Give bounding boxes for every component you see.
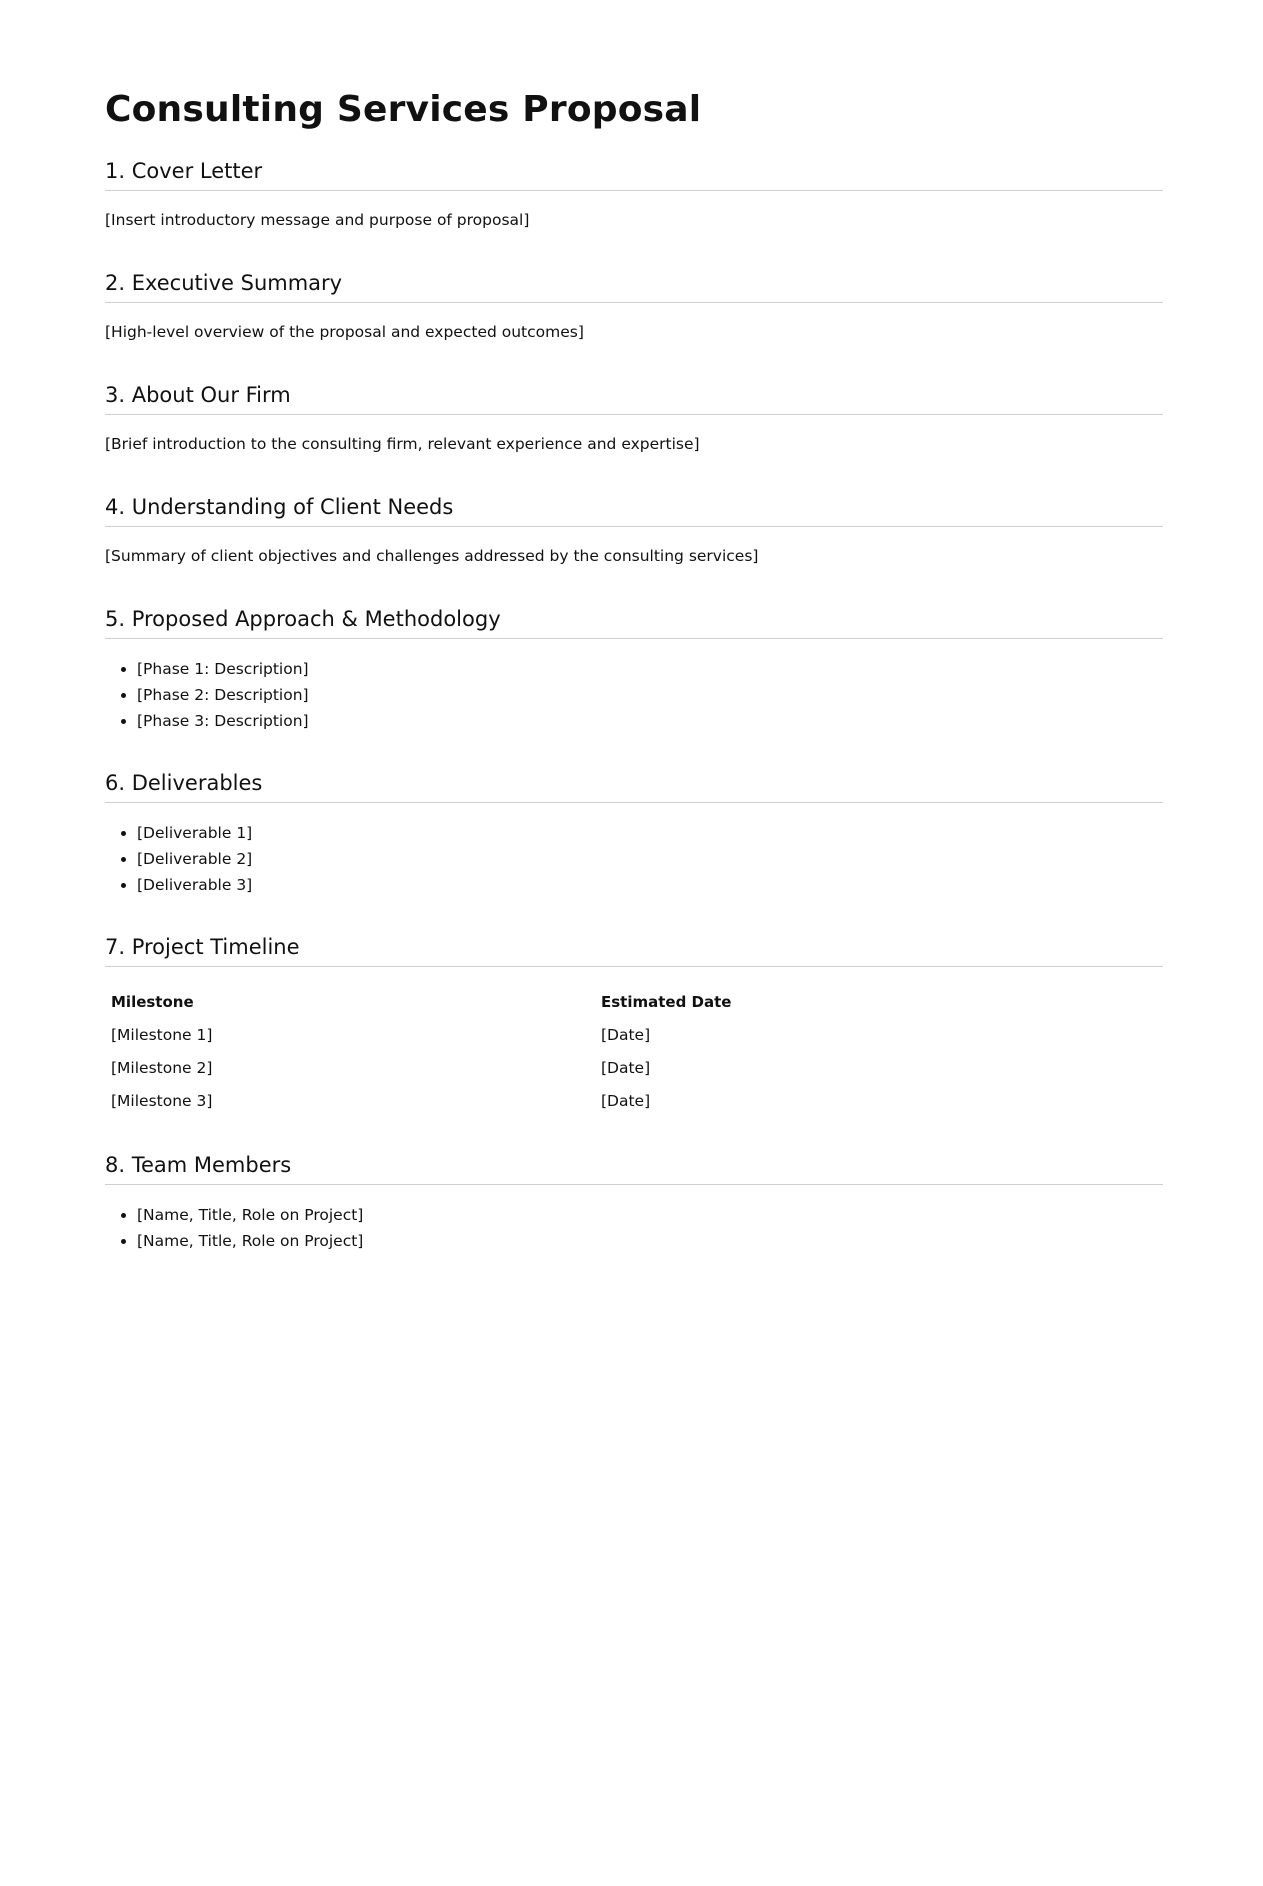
section-text: [Brief introduction to the consulting firm, relevant experience and expertise] [105,435,700,453]
section-executive-summary [105,268,1163,343]
list-item: • [Deliverable 1] [137,820,1163,846]
deliverables-list [105,820,1163,898]
milestone-cell: [Milestone 1] [111,1025,213,1044]
list-item: • [Phase 3: Description] [137,708,1163,734]
approach-list [105,656,1163,734]
proposal-document [105,0,1163,1254]
list-item: • [Name, Title, Role on Project] [137,1202,1163,1228]
section-approach [105,604,1163,734]
section-timeline [105,932,1163,1117]
milestone-cell: [Milestone 3] [111,1091,213,1110]
section-text: [Insert introductory message and purpose of proposal] [105,211,530,229]
section-about-firm [105,380,1163,455]
date-cell: [Date] [601,1025,651,1044]
section-deliverables [105,768,1163,898]
table-row [105,1084,1163,1117]
list-item: • [Phase 1: Description] [137,656,1163,682]
section-heading: 8. Team Members [105,1150,1163,1185]
section-text: [High-level overview of the proposal and expected outcomes] [105,323,584,341]
section-heading: 6. Deliverables [105,768,1163,803]
section-heading: 5. Proposed Approach & Methodology [105,604,1163,639]
section-heading: 1. Cover Letter [105,156,1163,191]
list-item: • [Phase 2: Description] [137,682,1163,708]
section-text: [Summary of client objectives and challenges addressed by the consulting services] [105,547,759,565]
page-title: Consulting Services Proposal [105,89,702,130]
date-cell: [Date] [601,1058,651,1077]
section-heading: 4. Understanding of Client Needs [105,492,1163,527]
table-row [105,1018,1163,1051]
column-header-estimated-date: Estimated Date [601,992,732,1011]
section-heading: 7. Project Timeline [105,932,1163,967]
team-list [105,1202,1163,1254]
date-cell: [Date] [601,1091,651,1110]
section-heading: 2. Executive Summary [105,268,1163,303]
milestone-cell: [Milestone 2] [111,1058,213,1077]
list-item: • [Name, Title, Role on Project] [137,1228,1163,1254]
section-cover-letter [105,156,1163,231]
list-item: • [Deliverable 3] [137,872,1163,898]
table-row [105,1051,1163,1084]
column-header-milestone: Milestone [111,992,194,1011]
section-team [105,1150,1163,1254]
timeline-table [105,985,1163,1117]
list-item: • [Deliverable 2] [137,846,1163,872]
table-header-row [105,985,1163,1018]
section-heading: 3. About Our Firm [105,380,1163,415]
section-client-needs [105,492,1163,567]
